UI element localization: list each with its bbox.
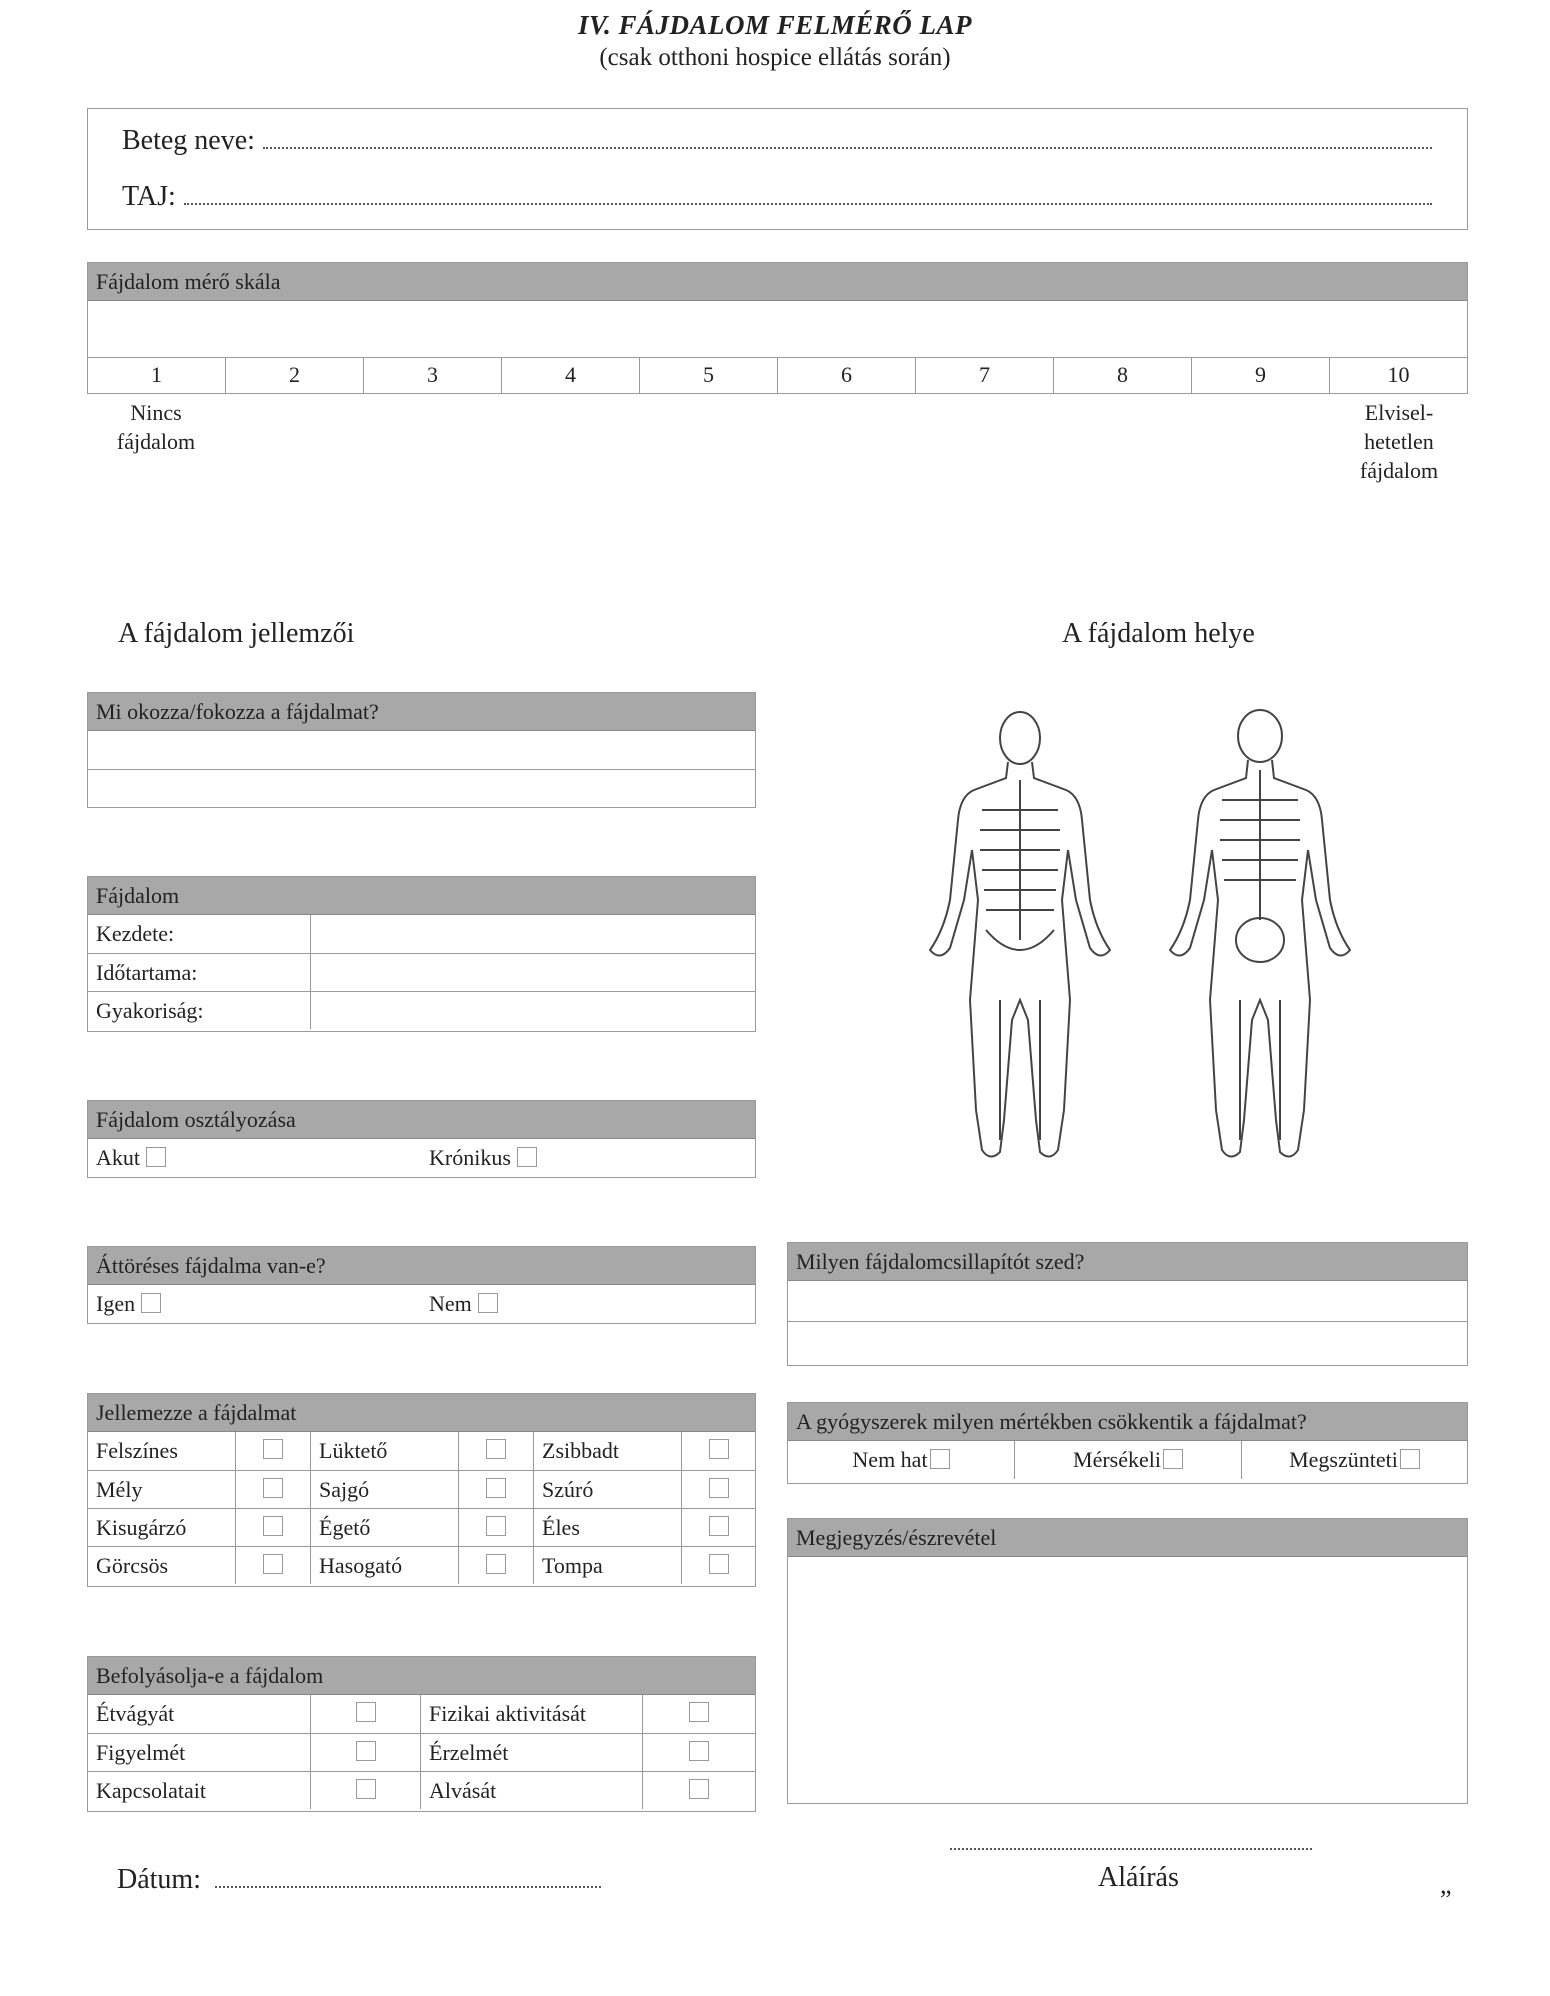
pain-frequency-field[interactable] [311,992,755,1029]
influence-checkbox[interactable] [689,1779,709,1799]
effect-none-label: Nem hat [852,1447,928,1472]
influence-label: Figyelmét [88,1734,311,1771]
influence-checkbox[interactable] [356,1702,376,1722]
scale-cell[interactable]: 2 [226,358,364,393]
desc-checkbox[interactable] [486,1478,506,1498]
influence-header: Befolyásolja-e a fájdalom [88,1657,755,1695]
notes-header: Megjegyzés/észrevétel [788,1519,1467,1557]
desc-checkbox[interactable] [709,1478,729,1498]
desc-checkbox[interactable] [486,1554,506,1574]
pain-scale-numbers [87,357,1468,394]
effect-box [787,1402,1468,1484]
classification-header: Fájdalom osztályozása [88,1101,755,1139]
scale-cell[interactable]: 9 [1192,358,1330,393]
classification-box [87,1100,756,1178]
table-row [88,915,755,953]
scale-cell[interactable]: 3 [364,358,502,393]
cause-header: Mi okozza/fokozza a fájdalmat? [88,693,755,731]
pain-frequency-label: Gyakoriság: [88,992,311,1029]
influence-label: Fizikai aktivitását [421,1695,643,1733]
desc-label: Égető [311,1509,459,1546]
desc-label: Lüktető [311,1432,459,1470]
desc-checkbox[interactable] [263,1554,283,1574]
body-diagram[interactable] [900,700,1370,1170]
painkiller-box [787,1242,1468,1366]
scale-cell[interactable]: 6 [778,358,916,393]
desc-checkbox[interactable] [486,1439,506,1459]
table-row [88,1771,755,1809]
table-row [88,953,755,991]
quote-mark: „ [1440,1870,1452,1899]
pain-box [87,876,756,1032]
scale-cell[interactable]: 7 [916,358,1054,393]
cause-box [87,692,756,808]
classification-row [88,1139,755,1177]
influence-label: Kapcsolatait [88,1772,311,1809]
influence-label: Alvását [421,1772,643,1809]
date-row [117,1864,601,1896]
pain-scale-box [87,262,1468,358]
painkiller-line[interactable] [788,1281,1467,1322]
pain-start-label: Kezdete: [88,915,311,953]
desc-label: Hasogató [311,1547,459,1584]
effect-row [788,1441,1467,1479]
desc-checkbox[interactable] [263,1516,283,1536]
desc-checkbox[interactable] [263,1439,283,1459]
effect-eliminate-label: Megszünteti [1289,1447,1398,1472]
page-subtitle: (csak otthoni hospice ellátás során) [599,44,951,71]
front-body-figure [930,712,1110,1157]
desc-label: Kisugárzó [88,1509,236,1546]
desc-label: Mély [88,1471,236,1508]
notes-area[interactable] [788,1557,1467,1803]
table-row [88,1432,755,1470]
no-checkbox[interactable] [478,1293,498,1313]
patient-box [87,108,1468,230]
scale-right-label: Elvisel- hetetlen fájdalom [1359,400,1439,483]
cause-line[interactable] [88,770,755,806]
effect-header: A gyógyszerek milyen mértékben csökkentik a fájdalmat? [788,1403,1467,1441]
table-row [88,1508,755,1546]
scale-left-label: Nincs fájdalom [116,400,196,454]
signature-field[interactable] [950,1838,1312,1850]
effect-eliminate-checkbox[interactable] [1400,1449,1420,1469]
influence-label: Étvágyát [88,1695,311,1733]
desc-label: Görcsös [88,1547,236,1584]
patient-name-label: Beteg neve: [122,125,255,156]
option-acute-label: Akut [96,1145,140,1170]
desc-label: Felszínes [88,1432,236,1470]
effect-moderate-label: Mérsékeli [1073,1447,1161,1472]
desc-checkbox[interactable] [709,1516,729,1536]
pain-duration-field[interactable] [311,954,755,991]
effect-none-checkbox[interactable] [930,1449,950,1469]
desc-checkbox[interactable] [709,1439,729,1459]
taj-field[interactable] [184,193,1432,205]
cause-line[interactable] [88,731,755,770]
influence-checkbox[interactable] [356,1779,376,1799]
pain-header: Fájdalom [88,877,755,915]
effect-moderate-checkbox[interactable] [1163,1449,1183,1469]
table-row [88,1695,755,1733]
desc-checkbox[interactable] [709,1554,729,1574]
table-row [88,1546,755,1584]
desc-checkbox[interactable] [486,1516,506,1536]
option-no-label: Nem [429,1291,472,1316]
desc-label: Éles [534,1509,682,1546]
pain-scale-header: Fájdalom mérő skála [88,263,1467,301]
yes-checkbox[interactable] [141,1293,161,1313]
influence-checkbox[interactable] [689,1741,709,1761]
table-row [88,1470,755,1508]
painkiller-header: Milyen fájdalomcsillapítót szed? [788,1243,1467,1281]
breakthrough-box [87,1246,756,1324]
signature-label: Aláírás [1098,1862,1179,1893]
describe-box [87,1393,756,1587]
desc-label: Tompa [534,1547,682,1584]
scale-cell[interactable]: 8 [1054,358,1192,393]
desc-label: Sajgó [311,1471,459,1508]
influence-label: Érzelmét [421,1734,643,1771]
option-yes-label: Igen [96,1291,136,1316]
date-label: Dátum: [117,1864,201,1895]
notes-box [787,1518,1468,1804]
taj-label: TAJ: [122,181,176,212]
desc-checkbox[interactable] [263,1478,283,1498]
scale-cell[interactable]: 1 [88,358,226,393]
scale-cell[interactable]: 5 [640,358,778,393]
painkiller-line[interactable] [788,1322,1467,1362]
influence-box [87,1656,756,1812]
table-row [88,991,755,1029]
pain-start-field[interactable] [311,915,755,953]
influence-checkbox[interactable] [356,1741,376,1761]
option-chronic-label: Krónikus [429,1145,511,1170]
table-row [88,1733,755,1771]
date-field[interactable] [215,1876,601,1888]
breakthrough-header: Áttöréses fájdalma van-e? [88,1247,755,1285]
acute-checkbox[interactable] [146,1147,166,1167]
characteristics-title: A fájdalom jellemzői [118,618,355,649]
location-title: A fájdalom helye [1062,618,1255,649]
patient-name-field[interactable] [263,137,1432,149]
back-body-figure [1170,710,1350,1157]
chronic-checkbox[interactable] [517,1147,537,1167]
breakthrough-row [88,1285,755,1323]
page-title: IV. FÁJDALOM FELMÉRŐ LAP [577,10,973,40]
scale-cell[interactable]: 4 [502,358,640,393]
scale-cell[interactable]: 10 [1387,362,1410,387]
pain-duration-label: Időtartama: [88,954,311,991]
desc-label: Zsibbadt [534,1432,682,1470]
influence-checkbox[interactable] [689,1702,709,1722]
describe-header: Jellemezze a fájdalmat [88,1394,755,1432]
desc-label: Szúró [534,1471,682,1508]
